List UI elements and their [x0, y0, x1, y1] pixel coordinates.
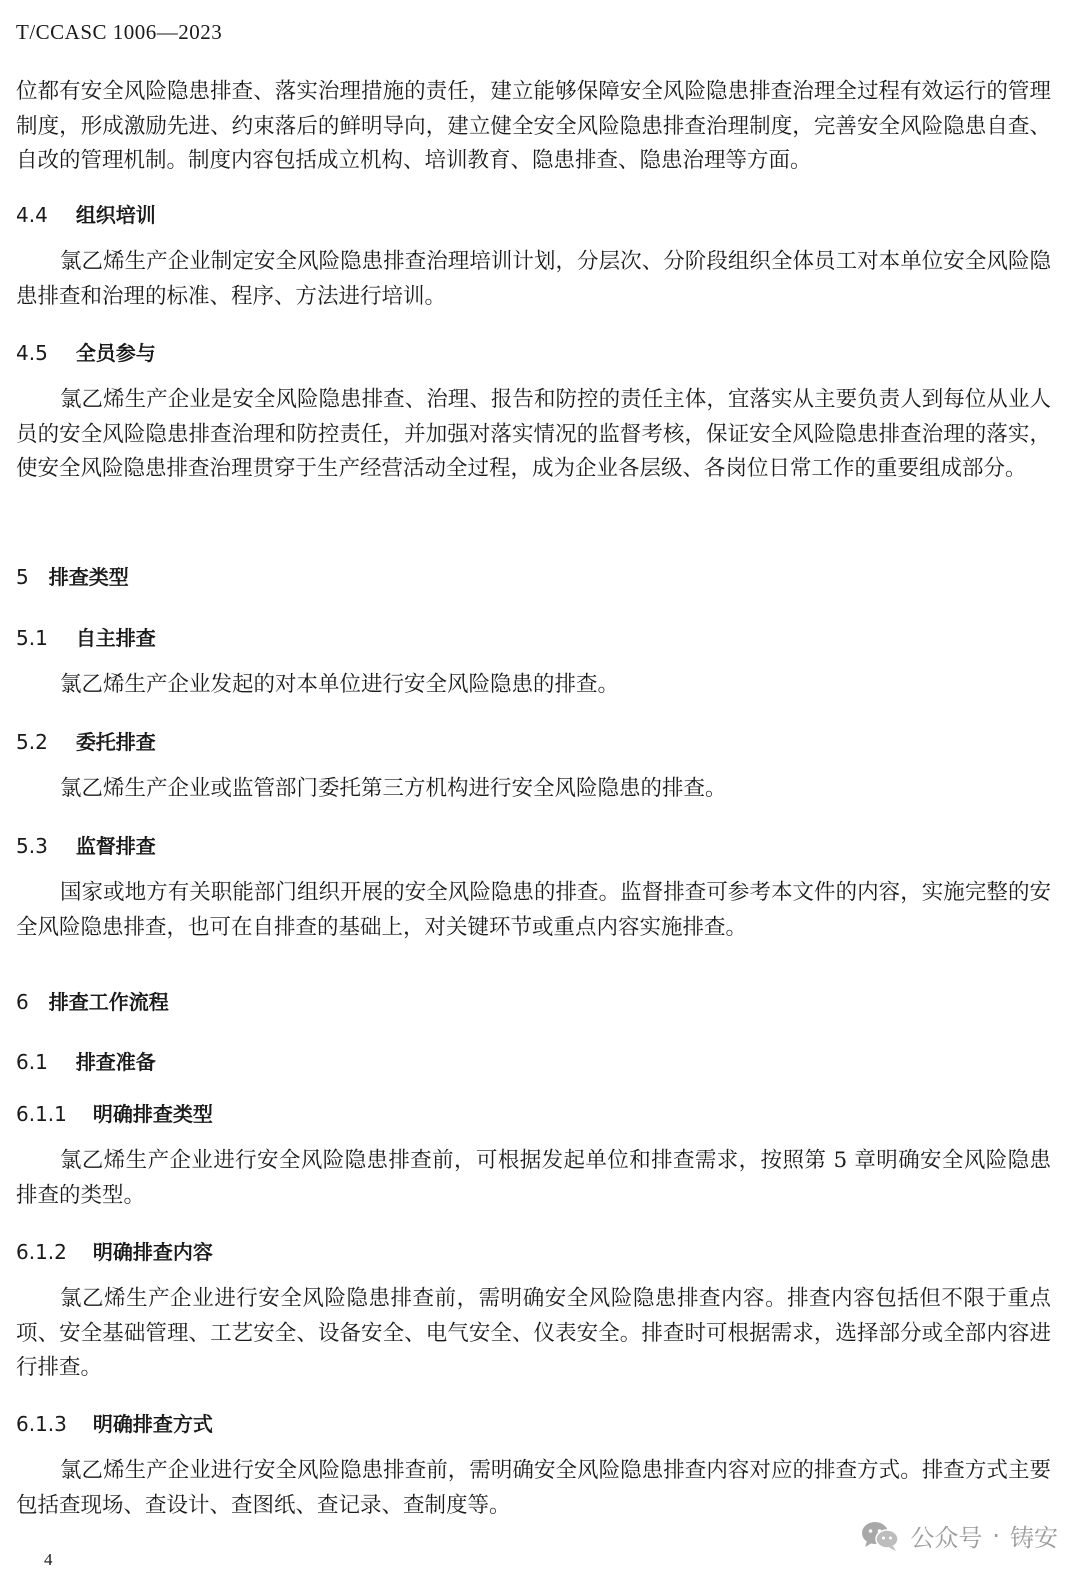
intro-paragraph-block — [16, 75, 1051, 179]
paragraph: 国家或地方有关职能部门组织开展的安全风险隐患的排查。监督排查可参考本文件的内容，实施完整的安全风险隐患排查，也可在自排查的基础上，对关键环节或重点内容实施排查。 — [16, 880, 1051, 940]
section-heading-5-1 — [16, 622, 1051, 651]
section-heading-5-2 — [16, 726, 1051, 755]
section-heading-6-1-2 — [16, 1236, 1051, 1265]
section-number: 4.4 — [16, 203, 48, 227]
paragraph: 氯乙烯生产企业进行安全风险隐患排查前，需明确安全风险隐患排查内容。排查内容包括但不限于重点项、安全基础管理、工艺安全、设备安全、电气安全、仪表安全。排查时可根据需求，选择部分或全部内容进行排查。 — [16, 1286, 1051, 1380]
watermark-label: 公众号 — [910, 1524, 983, 1552]
section-body-5-1 — [16, 668, 1051, 703]
section-number: 5.1 — [16, 626, 48, 650]
standard-code: T/CCASC 1006—2023 — [16, 20, 223, 44]
section-heading-4-4 — [16, 199, 1051, 228]
watermark-separator: · — [992, 1521, 1000, 1550]
section-heading-6-1 — [16, 1046, 1051, 1075]
section-number: 6.1.2 — [16, 1240, 67, 1264]
section-number: 6.1 — [16, 1050, 48, 1074]
chapter-title: 排查工作流程 — [48, 990, 169, 1014]
section-body-6-1-1 — [16, 1144, 1051, 1213]
section-body-6-1-3 — [16, 1454, 1051, 1523]
section-title: 排查准备 — [75, 1050, 156, 1074]
section-number: 6.1.3 — [16, 1412, 67, 1436]
section-title: 委托排查 — [75, 730, 156, 754]
section-heading-5-3 — [16, 830, 1051, 859]
paragraph: 氯乙烯生产企业是安全风险隐患排查、治理、报告和防控的责任主体，宜落实从主要负责人到每位从业人员的安全风险隐患排查治理和防控责任，并加强对落实情况的监督考核，保证安全风险隐患排查治理的落实，使安全风险隐患排查治理贯穿于生产经营活动全过程，成为企业各层级、各岗位日常工作的重要组成部分。 — [16, 387, 1051, 481]
section-body-5-2 — [16, 772, 1051, 807]
section-heading-4-5 — [16, 337, 1051, 366]
paragraph: 氯乙烯生产企业进行安全风险隐患排查前，可根据发起单位和排查需求，按照第 5 章明确安全风险隐患排查的类型。 — [16, 1148, 1051, 1208]
paragraph: 氯乙烯生产企业发起的对本单位进行安全风险隐患的排查。 — [60, 672, 620, 697]
wechat-icon — [860, 1520, 900, 1552]
paragraph: 氯乙烯生产企业制定安全风险隐患排查治理培训计划，分层次、分阶段组织全体员工对本单位安全风险隐患排查和治理的标准、程序、方法进行培训。 — [16, 249, 1051, 309]
section-title: 明确排查内容 — [92, 1240, 213, 1264]
section-body-4-4 — [16, 245, 1051, 314]
paragraph: 氯乙烯生产企业进行安全风险隐患排查前，需明确安全风险隐患排查内容对应的排查方式。排查方式主要包括查现场、查设计、查图纸、查记录、查制度等。 — [16, 1458, 1051, 1518]
watermark-account: 铸安 — [1010, 1524, 1058, 1552]
chapter-heading-5 — [16, 561, 1051, 590]
section-body-4-5 — [16, 383, 1051, 487]
section-title: 自主排查 — [75, 626, 156, 650]
section-title: 明确排查类型 — [92, 1102, 213, 1126]
section-body-5-3 — [16, 876, 1051, 945]
section-number: 5.3 — [16, 834, 48, 858]
section-heading-6-1-1 — [16, 1098, 1051, 1127]
chapter-number: 6 — [16, 990, 29, 1014]
section-number: 4.5 — [16, 341, 48, 365]
intro-paragraph: 位都有安全风险隐患排查、落实治理措施的责任，建立能够保障安全风险隐患排查治理全过程有效运行的管理制度，形成激励先进、约束落后的鲜明导向，建立健全安全风险隐患排查治理制度，完善安全风险隐患自查、自改的管理机制。制度内容包括成立机构、培训教育、隐患排查、隐患治理等方面。 — [16, 79, 1051, 173]
section-number: 5.2 — [16, 730, 48, 754]
chapter-title: 排查类型 — [48, 565, 129, 589]
section-title: 全员参与 — [75, 341, 156, 365]
section-title: 组织培训 — [75, 203, 156, 227]
paragraph: 氯乙烯生产企业或监管部门委托第三方机构进行安全风险隐患的排查。 — [60, 776, 727, 801]
section-title: 明确排查方式 — [92, 1412, 213, 1436]
section-body-6-1-2 — [16, 1282, 1051, 1386]
page-number: 4 — [44, 1550, 53, 1569]
chapter-number: 5 — [16, 565, 29, 589]
section-title: 监督排查 — [75, 834, 156, 858]
section-heading-6-1-3 — [16, 1408, 1051, 1437]
section-number: 6.1.1 — [16, 1102, 67, 1126]
watermark — [860, 1518, 1058, 1553]
chapter-heading-6 — [16, 986, 1051, 1015]
